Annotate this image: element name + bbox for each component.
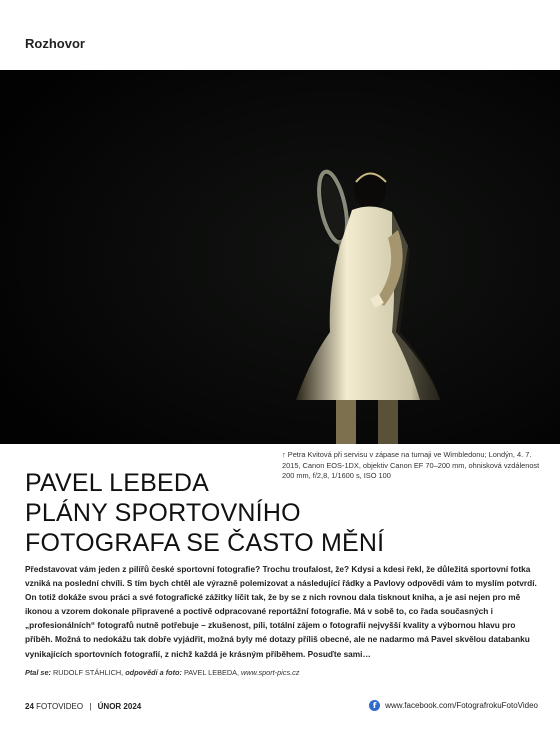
photo-caption-text: Petra Kvitová při servisu v zápase na turnaji ve Wimbledonu; Londýn, 4. 7. 2015, Canon EOS-1DX, objektiv Canon EF 70–200 mm, ohnisková vzdálenost 200 mm, f/2,8, 1/1600 s, ISO 100 — [282, 450, 540, 481]
arrow-up-icon: ↑ — [282, 450, 286, 459]
headline-line-1: PAVEL LEBEDA — [25, 469, 209, 497]
credits-answered-label: odpovědi a foto: — [125, 668, 182, 677]
credits-asked-label: Ptal se: — [25, 668, 51, 677]
article-lead: Představovat vám jeden z pilířů české sportovní fotografie? Trochu troufalost, že? Kdysi a kdesi řekl, že důležitá sportovní fotka vzniká na poslední chvíli. S tím bych chtěl ale výrazně polemizovat a následující řádky a Pavlovy odpovědi vám to myslím potvrdí. On totiž dokáže svou práci a své fotografické zážitky líčit tak, že by se z nich rovnou dala tisknout kniha, a je asi nejen pro mě ikonou a vzorem dokonale připravené a poctivě odpracované reportážní fotografie. Má v sobě to, co řada současných i „profesionálních“ fotografů nutně potřebuje – zkušenost, píli, totální zájem o fotografii nejvyšší kvality a výbornou hlavu pro příběh. Možná to nedokážu tak dobře vyjádřit, možná byly mé dotazy příliš obecné, ale ne nadarmo má Pavel skvělou databanku vynikajících sportovních fotografií, z nichž každá je krásným příběhem. Posuďte sami… — [25, 564, 537, 659]
facebook-icon: f — [369, 700, 380, 711]
issue-date: ÚNOR 2024 — [97, 702, 142, 711]
magazine-name: FOTOVIDEO — [36, 702, 84, 711]
credits-asked-name: RUDOLF STÁHLICH — [53, 668, 122, 677]
credits-separator: , — [121, 668, 124, 677]
credits-answered-name: PAVEL LEBEDA — [183, 668, 237, 677]
section-label: Rozhovor — [25, 36, 85, 51]
headline-line-2: PLÁNY SPORTOVNÍHO — [25, 499, 301, 527]
article-headline — [25, 468, 445, 558]
page-number: 24 — [25, 702, 34, 711]
tennis-player-silhouette-photo — [0, 70, 560, 444]
headline-line-3: FOTOGRAFA SE ČASTO MĚNÍ — [25, 529, 385, 557]
page-footer-right — [369, 700, 538, 711]
footer-divider: | — [89, 702, 92, 711]
facebook-link[interactable]: www.facebook.com/FotografrokuFotoVideo — [385, 701, 538, 710]
article-credits: Ptal se: RUDOLF STÁHLICH, odpovědi a foto: PAVEL LEBEDA, www.sport-pics.cz — [25, 668, 300, 677]
hero-photo — [0, 70, 560, 444]
page-footer-left — [25, 702, 141, 711]
credits-website-link[interactable]: www.sport-pics.cz — [241, 668, 300, 677]
